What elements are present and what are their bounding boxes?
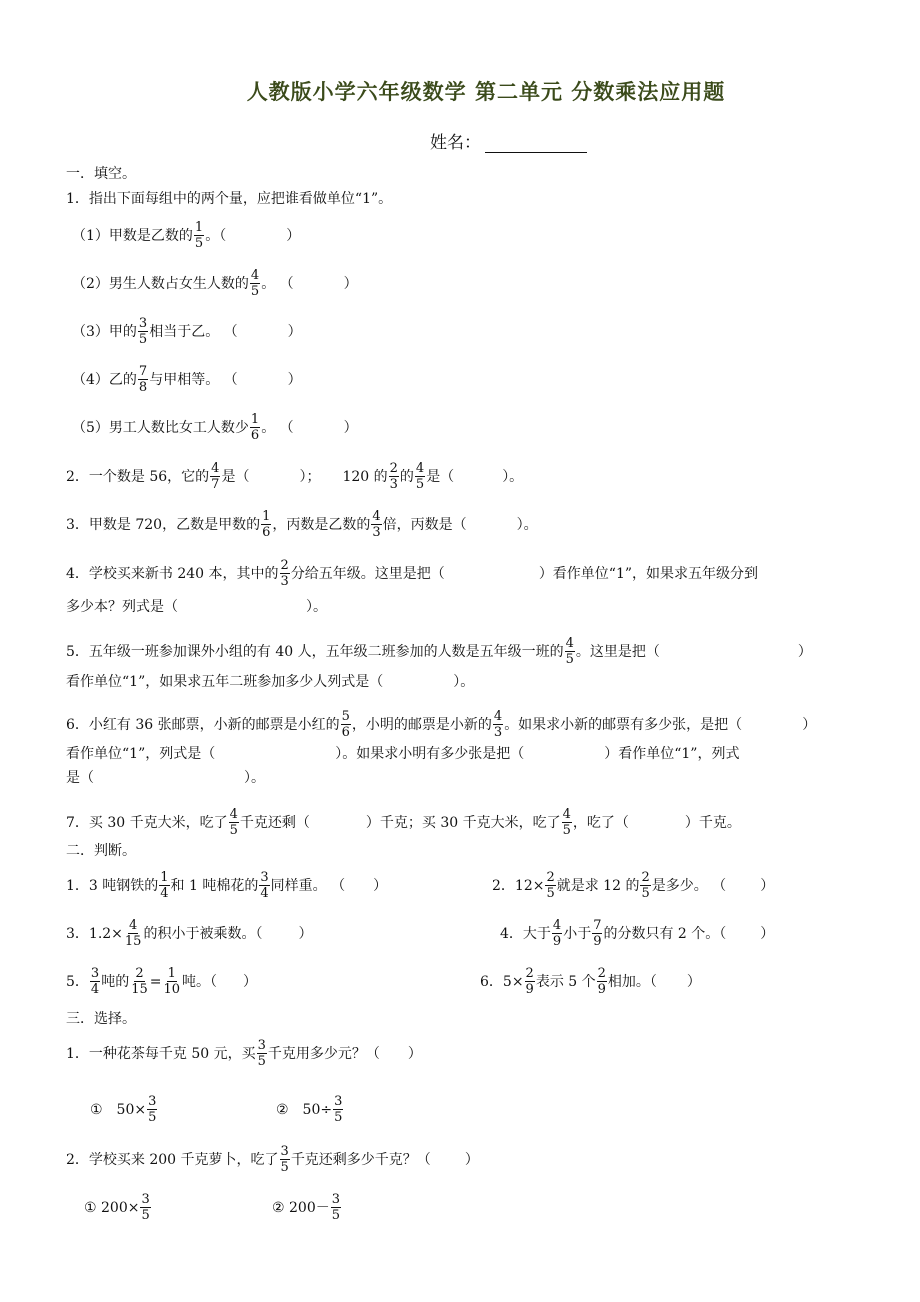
text-segment: ② 200－ (272, 1199, 330, 1216)
denominator: 9 (597, 982, 606, 997)
fraction (280, 1144, 290, 1175)
fraction (159, 870, 169, 901)
judge-1 (66, 870, 387, 901)
denominator: 5 (229, 823, 238, 838)
name-blank[interactable] (485, 134, 587, 153)
text-segment: 。 （ (261, 275, 294, 292)
numerator: 4 (552, 918, 562, 933)
text-segment: ） (797, 643, 812, 660)
text-segment: 。 （ (261, 419, 294, 436)
text-segment: 120 的 (342, 468, 388, 485)
page-title: 人教版小学六年级数学 第二单元 分数乘法应用题 (246, 80, 726, 104)
denominator: 5 (331, 1208, 341, 1223)
numerator: 3 (334, 1094, 343, 1109)
denominator: 9 (525, 982, 534, 997)
text-segment: 倍，丙数是（ (382, 516, 467, 533)
text-segment: ）。 (244, 770, 265, 786)
q1-text: 1．指出下面每组中的两个量，应把谁看做单位“1”。 (66, 191, 393, 207)
denominator: 5 (194, 236, 204, 251)
numerator: 4 (211, 461, 220, 476)
q6-line2 (66, 745, 739, 763)
fraction (280, 558, 290, 589)
text-segment: 千克用多少元？（ (267, 1045, 380, 1062)
text-segment: 5． (66, 973, 89, 990)
text-segment: 6．5× (480, 973, 524, 990)
denominator: 5 (280, 1160, 289, 1175)
fraction (592, 918, 602, 949)
fraction (250, 268, 260, 299)
text-segment: ） (298, 925, 313, 942)
denominator: 5 (148, 1110, 157, 1125)
text-segment: ）千克。 (684, 814, 741, 831)
text-segment: ，小明的邮票是小新的 (351, 716, 492, 733)
text-segment: 5．五年级一班参加课外小组的有 40 人，五年级二班参加的人数是五年级一班的 (66, 643, 564, 660)
fraction (389, 461, 399, 492)
denominator: 7 (211, 477, 220, 492)
numerator: 4 (565, 636, 574, 651)
text-segment: 的 (399, 468, 414, 485)
denominator: 3 (372, 525, 381, 540)
fraction (562, 807, 572, 838)
numerator: 7 (593, 918, 602, 933)
text-segment: ） (287, 371, 302, 388)
text-segment: ） (287, 323, 302, 340)
text-segment: ）。 (516, 516, 538, 533)
numerator: 1 (262, 509, 271, 524)
fraction (545, 870, 555, 901)
text-segment: 分给五年级。这里是把（ (290, 565, 445, 582)
judge-3 (66, 918, 312, 949)
fraction (229, 807, 239, 838)
numerator: 3 (90, 966, 100, 981)
q1-item-4 (72, 364, 302, 395)
text-segment: 看作单位“1”，如果求五年二班参加多少人列式是（ (66, 674, 384, 690)
text-segment: 3．1.2× (66, 925, 123, 942)
fraction (525, 966, 535, 997)
denominator: 5 (565, 652, 574, 667)
text-segment: 多少本？列式是（ (66, 599, 178, 615)
fraction (331, 1192, 341, 1223)
text-segment: 吨的 (101, 973, 130, 990)
section-1-heading: 一．填空。 (66, 166, 136, 182)
text-segment: （4）乙的 (72, 371, 137, 388)
text-segment: ，吃了（ (572, 814, 629, 831)
text-segment: 看作单位“1”，列式是（ (66, 746, 216, 762)
text-segment: ，丙数是乙数的 (272, 516, 371, 533)
q1-item-3 (72, 316, 302, 347)
text-segment: 。如果求小新的邮票有多少张，是把（ (504, 716, 743, 733)
q1-item-1 (72, 220, 300, 251)
text-segment: ） (286, 227, 301, 244)
text-segment: ） (760, 925, 775, 942)
fraction (341, 709, 351, 740)
choice-2-option-1[interactable] (84, 1192, 152, 1223)
fraction (415, 461, 425, 492)
denominator: 15 (124, 934, 142, 949)
numerator: 4 (493, 709, 503, 724)
text-segment: ） (686, 973, 701, 990)
text-segment: 吨。（ (182, 973, 218, 990)
text-segment: 同样重。 （ (270, 877, 346, 894)
numerator: 3 (260, 870, 269, 885)
text-segment: ） (802, 716, 817, 733)
numerator: 4 (372, 509, 381, 524)
fraction (493, 709, 503, 740)
denominator: 6 (341, 725, 350, 740)
fraction (565, 636, 575, 667)
fraction (259, 870, 269, 901)
denominator: 5 (138, 332, 148, 347)
denominator: 5 (250, 284, 260, 299)
q4 (66, 558, 758, 589)
text-segment: ）千克；买 30 千克大米，吃了 (365, 814, 561, 831)
text-segment: （2）男生人数占女生人数的 (72, 275, 249, 292)
text-segment: （1）甲数是乙数的 (72, 227, 193, 244)
text-segment: 是（ (426, 468, 455, 485)
denominator: 8 (138, 380, 148, 395)
fraction (640, 870, 650, 901)
q7 (66, 807, 741, 838)
fraction (210, 461, 220, 492)
text-segment: 是多少。 （ (651, 877, 727, 894)
text-segment: 3．甲数是 720，乙数是甲数的 (66, 516, 261, 533)
fraction (371, 509, 381, 540)
numerator: 5 (341, 709, 350, 724)
fraction (138, 364, 148, 395)
text-segment: 是（ (66, 770, 94, 786)
q3 (66, 509, 538, 540)
numerator: 2 (389, 461, 398, 476)
numerator: 1 (167, 966, 176, 981)
name-field (430, 128, 587, 153)
text-segment: 与甲相等。 （ (149, 371, 238, 388)
q6 (66, 709, 816, 740)
text-segment: ） (343, 275, 358, 292)
denominator: 10 (163, 982, 181, 997)
denominator: 9 (593, 934, 602, 949)
text-segment: ② 50÷ (276, 1101, 333, 1118)
denominator: 6 (262, 525, 271, 540)
text-segment: 。这里是把（ (575, 643, 660, 660)
text-segment: 的分数只有 2 个。（ (603, 925, 727, 942)
numerator: 4 (562, 807, 571, 822)
text-segment: ① 200× (84, 1199, 140, 1216)
choice-2 (66, 1144, 479, 1175)
text-segment: ① 50× (90, 1101, 147, 1118)
judge-4 (500, 918, 774, 949)
denominator: 15 (131, 982, 148, 997)
text-segment: 千克还剩多少千克？（ (290, 1151, 431, 1168)
numerator: 2 (597, 966, 606, 981)
numerator: 4 (229, 807, 238, 822)
fraction (261, 509, 271, 540)
text-segment: ） (243, 973, 258, 990)
choice-1-option-1[interactable] (90, 1094, 158, 1125)
text-segment: ）。 (502, 468, 524, 485)
text-segment: 的积小于被乘数。（ (143, 925, 263, 942)
section-3-heading: 三．选择。 (66, 1011, 136, 1027)
text-segment: 1．一种花茶每千克 50 元，买 (66, 1045, 256, 1062)
q6-line3 (66, 769, 265, 787)
denominator: 9 (552, 934, 562, 949)
numerator: 7 (138, 364, 148, 379)
denominator: 3 (493, 725, 503, 740)
numerator: 4 (129, 918, 138, 933)
denominator: 5 (257, 1054, 266, 1069)
fraction (333, 1094, 343, 1125)
fraction (194, 220, 204, 251)
text-segment: （3）甲的 (72, 323, 137, 340)
denominator: 5 (334, 1110, 343, 1125)
q5 (66, 636, 812, 667)
numerator: 3 (331, 1192, 341, 1207)
name-label: 姓名： (430, 133, 481, 153)
text-segment: ）看作单位“1”，如果求五年级分到 (538, 565, 759, 582)
numerator: 3 (148, 1094, 157, 1109)
text-segment: 千克还剩（ (239, 814, 310, 831)
text-segment: 就是求 12 的 (556, 877, 640, 894)
judge-5 (66, 966, 257, 997)
numerator: 1 (160, 870, 169, 885)
denominator: 5 (141, 1208, 150, 1223)
text-segment: ）。如果求小明有多少张是把（ (335, 746, 525, 762)
text-segment: ）看作单位“1”，列式 (604, 746, 740, 762)
fraction (130, 966, 149, 997)
numerator: 1 (250, 412, 260, 427)
judge-2 (492, 870, 774, 901)
text-segment: 相当于乙。 （ (149, 323, 238, 340)
section-2-heading: 二．判断。 (66, 843, 136, 859)
text-segment: 表示 5 个 (535, 973, 596, 990)
denominator: 3 (389, 477, 398, 492)
numerator: 3 (138, 316, 148, 331)
numerator: 1 (194, 220, 204, 235)
text-segment: = (149, 973, 162, 990)
text-segment: ） (343, 419, 358, 436)
numerator: 4 (250, 268, 260, 283)
text-segment: 2．学校买来 200 千克萝卜，吃了 (66, 1151, 279, 1168)
fraction (147, 1094, 157, 1125)
text-segment: 小于 (563, 925, 592, 942)
denominator: 4 (160, 886, 169, 901)
text-segment: ）。 (453, 674, 475, 690)
text-segment: ） (407, 1045, 422, 1062)
fraction (597, 966, 607, 997)
fraction (140, 1192, 150, 1223)
text-segment: （5）男工人数比女工人数少 (72, 419, 249, 436)
numerator: 2 (546, 870, 555, 885)
numerator: 3 (257, 1038, 266, 1053)
text-segment: 是（ (221, 468, 250, 485)
fraction (250, 412, 260, 443)
text-segment: ）； (299, 468, 321, 485)
fraction (90, 966, 100, 997)
numerator: 2 (525, 966, 534, 981)
denominator: 5 (415, 477, 425, 492)
text-segment: ） (373, 877, 388, 894)
denominator: 4 (260, 886, 269, 901)
numerator: 3 (141, 1192, 150, 1207)
denominator: 3 (280, 574, 289, 589)
fraction (552, 918, 562, 949)
fraction (162, 966, 181, 997)
q4-line2 (66, 598, 327, 616)
q1-item-2 (72, 268, 358, 299)
text-segment: 4．学校买来新书 240 本，其中的 (66, 565, 279, 582)
fraction (138, 316, 148, 347)
choice-1 (66, 1038, 422, 1069)
numerator: 2 (641, 870, 650, 885)
judge-6 (480, 966, 701, 997)
numerator: 2 (135, 966, 144, 981)
denominator: 5 (641, 886, 650, 901)
numerator: 4 (415, 461, 425, 476)
text-segment: 6．小红有 36 张邮票，小新的邮票是小红的 (66, 716, 340, 733)
denominator: 5 (546, 886, 555, 901)
text-segment: 相加。（ (607, 973, 657, 990)
denominator: 6 (250, 428, 260, 443)
numerator: 2 (280, 558, 289, 573)
denominator: 5 (562, 823, 571, 838)
q2 (66, 461, 523, 492)
text-segment: 。（ (205, 227, 227, 244)
text-segment: ） (464, 1151, 479, 1168)
fraction (124, 918, 143, 949)
text-segment: 和 1 吨棉花的 (170, 877, 259, 894)
q1-item-5 (72, 412, 358, 443)
choice-2-option-2[interactable] (272, 1192, 342, 1223)
fraction (257, 1038, 267, 1069)
q5-line2 (66, 673, 474, 691)
numerator: 3 (280, 1144, 289, 1159)
text-segment: ） (760, 877, 775, 894)
text-segment: 1．3 吨钢铁的 (66, 877, 159, 894)
text-segment: 2．12× (492, 877, 545, 894)
text-segment: ）。 (306, 599, 327, 615)
text-segment: 7．买 30 千克大米，吃了 (66, 814, 228, 831)
choice-1-option-2[interactable] (276, 1094, 344, 1125)
denominator: 4 (90, 982, 100, 997)
text-segment: 4．大于 (500, 925, 551, 942)
text-segment: 2．一个数是 56，它的 (66, 468, 210, 485)
